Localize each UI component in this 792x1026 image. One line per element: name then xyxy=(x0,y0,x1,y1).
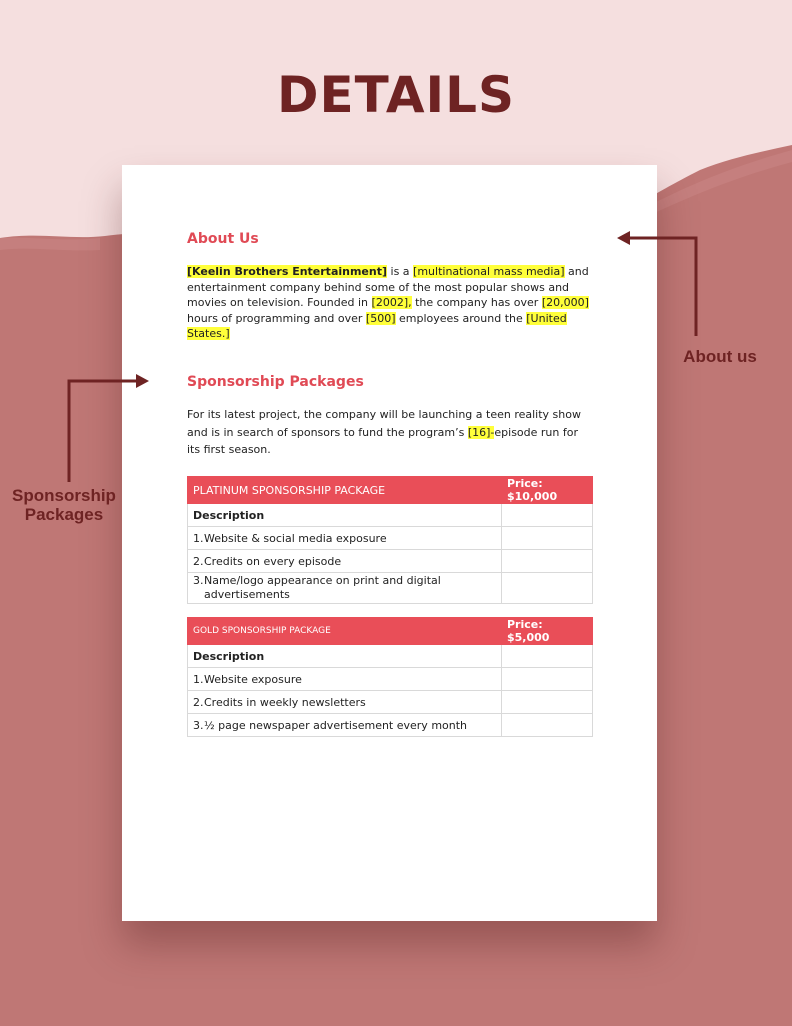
founded-year: [2002], xyxy=(371,296,412,309)
about-us-heading: About Us xyxy=(187,231,259,247)
company-name: [Keelin Brothers Entertainment] xyxy=(187,265,388,278)
table-row: 2. Credits in weekly newsletters xyxy=(188,691,593,714)
package-price: Price: $10,000 xyxy=(502,477,593,504)
table-row: 1. Website & social media exposure xyxy=(188,527,593,550)
sponsorship-arrowhead xyxy=(136,374,149,388)
description-label: Description xyxy=(188,645,502,668)
description-label: Description xyxy=(188,504,502,527)
hours-count: [20,000] xyxy=(541,296,589,309)
table-row: 3. ½ page newspaper advertisement every month xyxy=(188,714,593,737)
sponsorship-callout: Sponsorship Packages xyxy=(12,486,116,524)
about-us-arrow xyxy=(628,238,696,336)
employee-count: [500] xyxy=(365,311,396,325)
table-row: 3. Name/logo appearance on print and digital advertisements xyxy=(188,573,593,604)
package-name: PLATINUM SPONSORSHIP PACKAGE xyxy=(188,477,502,504)
sponsorship-heading: Sponsorship Packages xyxy=(187,374,364,390)
country: [United States.] xyxy=(187,311,567,340)
sponsorship-paragraph: For its latest project, the company will be launching a teen reality show and is in search of sponsors to fund the program’s [16]-episode run for its first season. xyxy=(187,408,581,456)
page-title: DETAILS xyxy=(276,66,516,124)
about-us-paragraph: [Keelin Brothers Entertainment] is a [multinational mass media] and entertainment company behind some of the most popular shows and movies on television. Founded in [2002], the company has over [20,000] hours of programming and over [500] employees around the [United States.] xyxy=(187,265,589,340)
about-us-callout: About us xyxy=(683,347,757,366)
package-name: GOLD SPONSORSHIP PACKAGE xyxy=(188,618,502,645)
media-type: [multinational mass media] xyxy=(413,265,565,278)
sponsorship-arrow xyxy=(69,381,138,482)
episode-count: [16]- xyxy=(467,425,495,439)
table-row: 1. Website exposure xyxy=(188,668,593,691)
package-price: Price: $5,000 xyxy=(502,618,593,645)
about-us-arrowhead xyxy=(617,231,630,245)
table-row: 2. Credits on every episode xyxy=(188,550,593,573)
